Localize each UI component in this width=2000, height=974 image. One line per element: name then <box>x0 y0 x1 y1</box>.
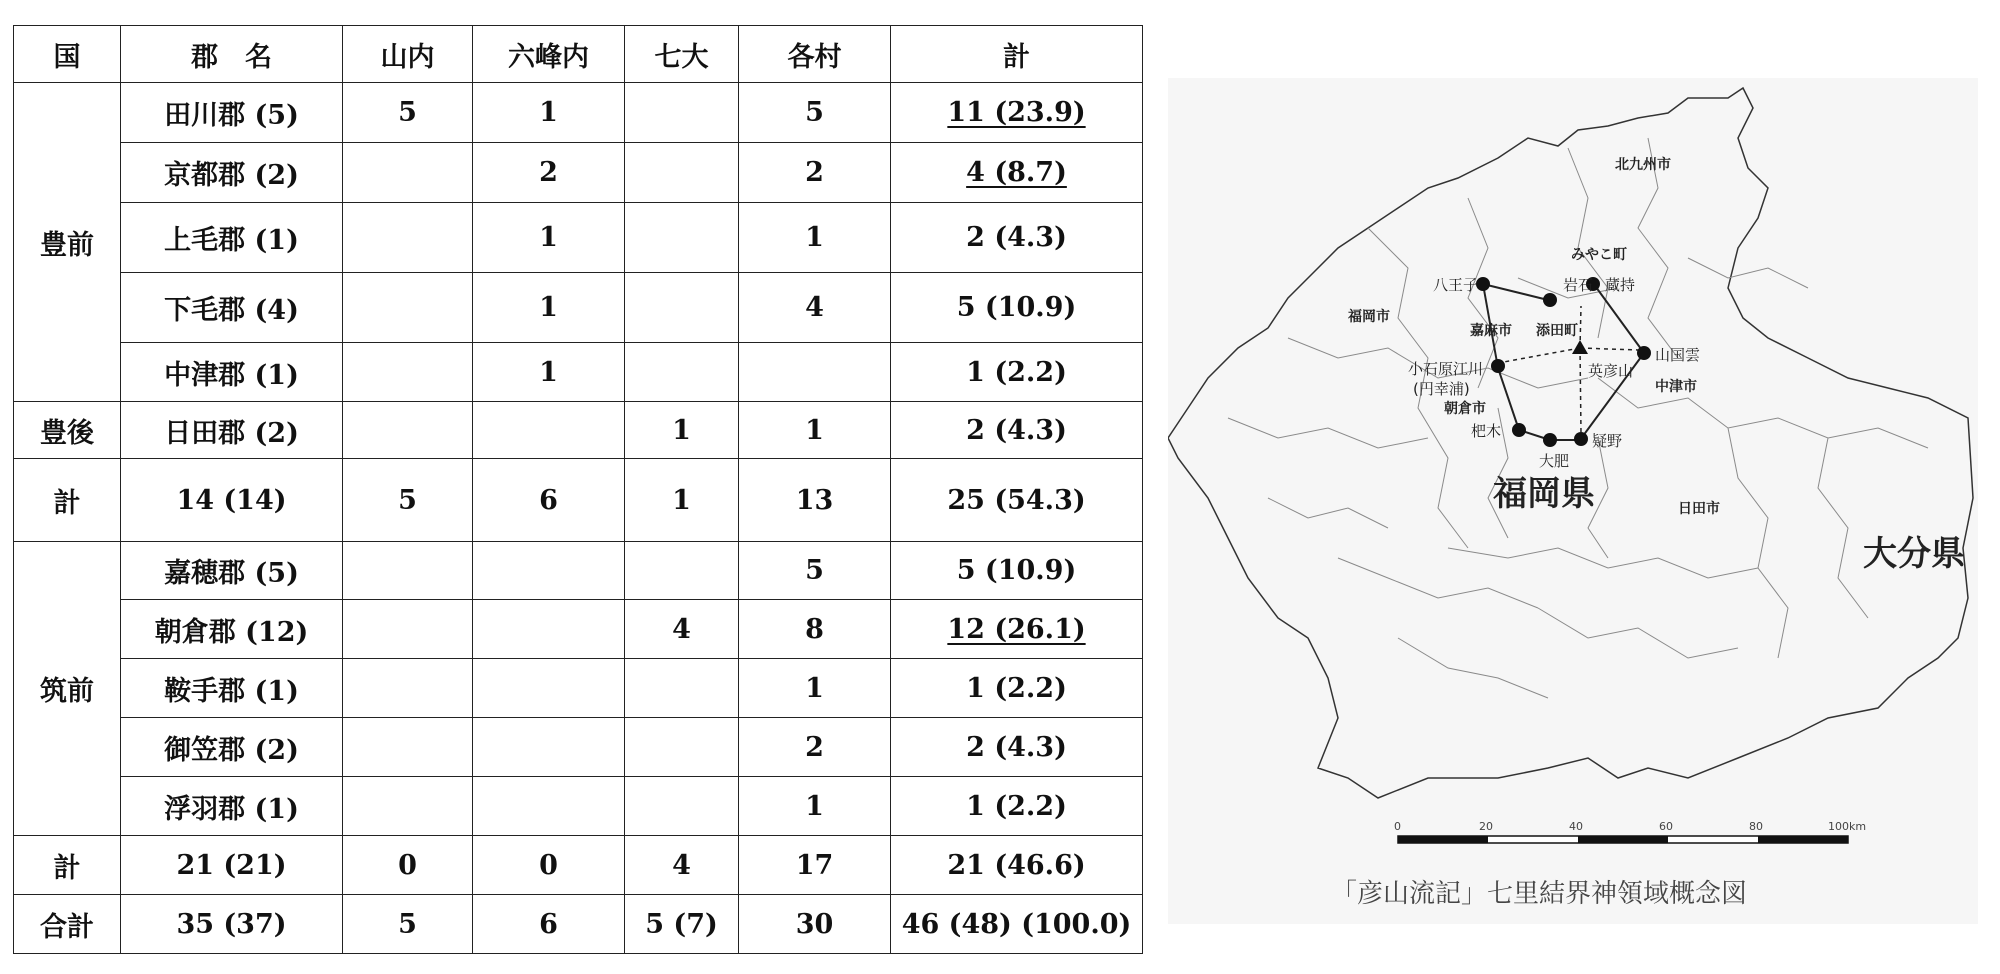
mura-cell: 4 <box>739 273 891 343</box>
kei-cell: 46 (48) (100.0) <box>891 895 1143 954</box>
nana-cell <box>625 542 739 600</box>
dash-hikosan-koishiwara <box>1498 348 1580 363</box>
scale-20: 20 <box>1479 820 1493 833</box>
yama-cell <box>343 143 473 203</box>
kei-cell: 2 (4.3) <box>891 718 1143 777</box>
gun-cell: 浮羽郡 (1) <box>121 777 343 836</box>
gun-cell: 日田郡 (2) <box>121 402 343 459</box>
header-yamauchi: 山内 <box>343 26 473 83</box>
label-hachioji: 八王子 <box>1433 276 1479 294</box>
roku-cell: 6 <box>473 895 625 954</box>
yama-cell <box>343 402 473 459</box>
table-row <box>14 402 1143 459</box>
table-row <box>14 600 1143 659</box>
point-oi <box>1543 433 1557 447</box>
label-nakatsu: 中津市 <box>1655 379 1697 395</box>
mura-cell: 2 <box>739 143 891 203</box>
label-hikosan: 英彦山 <box>1588 362 1634 380</box>
mura-cell: 1 <box>739 777 891 836</box>
nana-cell <box>625 203 739 273</box>
koku-cell: 計 <box>14 459 121 542</box>
kei-cell <box>891 83 1143 143</box>
kei-cell: 1 (2.2) <box>891 777 1143 836</box>
mura-cell: 1 <box>739 402 891 459</box>
yama-cell: 5 <box>343 83 473 143</box>
table-row <box>14 273 1143 343</box>
label-yamakunimo: 山国雲 <box>1655 346 1701 364</box>
gun-cell: 御笠郡 (2) <box>121 718 343 777</box>
roku-cell <box>473 777 625 836</box>
dash-hikosan-zano <box>1580 348 1581 433</box>
kei-cell <box>891 143 1143 203</box>
header-kei: 計 <box>891 26 1143 83</box>
label-hita: 日田市 <box>1678 501 1720 517</box>
gun-cell: 14 (14) <box>121 459 343 542</box>
label-fukuoka-pref: 福岡県 <box>1493 474 1595 514</box>
table-row <box>14 659 1143 718</box>
kei-cell: 1 (2.2) <box>891 343 1143 402</box>
nana-cell: 4 <box>625 836 739 895</box>
label-fukuoka-city: 福岡市 <box>1348 309 1390 325</box>
yama-cell <box>343 542 473 600</box>
line-koishiwara-haki <box>1498 368 1519 430</box>
table-row <box>14 895 1143 954</box>
gun-cell: 35 (37) <box>121 895 343 954</box>
label-iwaishi: 岩石 <box>1563 276 1594 294</box>
nana-cell <box>625 343 739 402</box>
map-caption: 「彦山流記」七里結界神領域概念図 <box>1331 879 1748 909</box>
yama-cell <box>343 659 473 718</box>
yama-cell <box>343 343 473 402</box>
roku-cell <box>473 718 625 777</box>
yama-cell: 5 <box>343 895 473 954</box>
table-row <box>14 83 1143 143</box>
yama-cell: 5 <box>343 459 473 542</box>
label-oi: 大肥 <box>1539 452 1570 470</box>
mura-cell: 13 <box>739 459 891 542</box>
label-koishiwara: 小石原江川 <box>1408 360 1484 378</box>
nana-cell <box>625 718 739 777</box>
gun-cell: 京都郡 (2) <box>121 143 343 203</box>
koku-cell: 合計 <box>14 895 121 954</box>
koku-cell: 豊前 <box>14 83 121 402</box>
point-hachioji <box>1476 277 1490 291</box>
gun-cell: 朝倉郡 (12) <box>121 600 343 659</box>
gun-cell: 上毛郡 (1) <box>121 203 343 273</box>
boundary-concept-map <box>1168 78 1978 924</box>
yama-cell <box>343 777 473 836</box>
kei-cell: 21 (46.6) <box>891 836 1143 895</box>
yama-cell <box>343 273 473 343</box>
mura-cell: 5 <box>739 542 891 600</box>
kei-cell: 5 (10.9) <box>891 273 1143 343</box>
roku-cell <box>473 659 625 718</box>
scale-0: 0 <box>1394 820 1401 833</box>
kei-value: 12 (26.1) <box>947 613 1086 645</box>
table-row <box>14 459 1143 542</box>
gun-cell: 21 (21) <box>121 836 343 895</box>
koku-cell: 計 <box>14 836 121 895</box>
roku-cell <box>473 542 625 600</box>
label-haki: 杷木 <box>1471 422 1502 440</box>
header-shichidai: 七大 <box>625 26 739 83</box>
roku-cell: 1 <box>473 273 625 343</box>
nana-cell: 4 <box>625 600 739 659</box>
mura-cell: 1 <box>739 203 891 273</box>
header-kakumura: 各村 <box>739 26 891 83</box>
point-haki <box>1512 423 1526 437</box>
roku-cell: 1 <box>473 343 625 402</box>
kei-cell: 2 (4.3) <box>891 203 1143 273</box>
koku-cell: 豊後 <box>14 402 121 459</box>
point-zano <box>1574 432 1588 446</box>
koku-cell: 筑前 <box>14 542 121 836</box>
label-oita-pref: 大分県 <box>1863 534 1965 574</box>
nana-cell <box>625 273 739 343</box>
table-row <box>14 203 1143 273</box>
roku-cell: 6 <box>473 459 625 542</box>
kei-value: 11 (23.9) <box>947 97 1086 128</box>
table-row <box>14 143 1143 203</box>
table-row <box>14 718 1143 777</box>
scale-bar <box>1398 836 1848 843</box>
kei-cell: 2 (4.3) <box>891 402 1143 459</box>
label-soeda: 添田町 <box>1536 323 1578 339</box>
mura-cell <box>739 343 891 402</box>
label-asakura: 朝倉市 <box>1444 401 1486 417</box>
table-row <box>14 836 1143 895</box>
roku-cell: 1 <box>473 83 625 143</box>
point-yamakunimo <box>1637 346 1651 360</box>
label-kitakyushu: 北九州市 <box>1615 157 1671 173</box>
roku-cell: 2 <box>473 143 625 203</box>
dash-hikosan-yamakunimo <box>1580 348 1638 350</box>
point-iwaishi <box>1543 293 1557 307</box>
table-header-row <box>14 26 1143 83</box>
mura-cell: 30 <box>739 895 891 954</box>
yama-cell <box>343 203 473 273</box>
mura-cell: 2 <box>739 718 891 777</box>
hikosan-triangle <box>1572 340 1588 354</box>
header-gun: 郡 名 <box>121 26 343 83</box>
table-row <box>14 777 1143 836</box>
nana-cell: 5 (7) <box>625 895 739 954</box>
table-row <box>14 343 1143 402</box>
roku-cell <box>473 600 625 659</box>
scale-60: 60 <box>1659 820 1673 833</box>
kei-cell: 25 (54.3) <box>891 459 1143 542</box>
header-koku: 国 <box>14 26 121 83</box>
kei-cell: 1 (2.2) <box>891 659 1143 718</box>
gun-cell: 田川郡 (5) <box>121 83 343 143</box>
header-roppounai: 六峰内 <box>473 26 625 83</box>
coastline <box>1168 88 1973 798</box>
nana-cell: 1 <box>625 402 739 459</box>
label-miyako: みやこ町 <box>1571 247 1627 263</box>
kei-value: 4 (8.7) <box>966 157 1067 188</box>
gun-cell: 鞍手郡 (1) <box>121 659 343 718</box>
gun-cell: 嘉穂郡 (5) <box>121 542 343 600</box>
nana-cell: 1 <box>625 459 739 542</box>
scale-80: 80 <box>1749 820 1763 833</box>
label-zano: 疑野 <box>1592 432 1623 450</box>
label-kama: 嘉麻市 <box>1470 323 1512 339</box>
scale-100km: 100km <box>1828 820 1867 833</box>
nana-cell <box>625 659 739 718</box>
gun-cell: 中津郡 (1) <box>121 343 343 402</box>
mura-cell: 8 <box>739 600 891 659</box>
kei-cell: 5 (10.9) <box>891 542 1143 600</box>
label-tsuji: 蔵持 <box>1605 276 1636 294</box>
yama-cell <box>343 600 473 659</box>
mura-cell: 1 <box>739 659 891 718</box>
district-table <box>13 25 1143 954</box>
kei-cell <box>891 600 1143 659</box>
point-koishiwara <box>1491 359 1505 373</box>
nana-cell <box>625 83 739 143</box>
roku-cell <box>473 402 625 459</box>
roku-cell: 0 <box>473 836 625 895</box>
nana-cell <box>625 777 739 836</box>
scale-40: 40 <box>1569 820 1583 833</box>
yama-cell <box>343 718 473 777</box>
mura-cell: 5 <box>739 83 891 143</box>
gun-cell: 下毛郡 (4) <box>121 273 343 343</box>
table-row <box>14 542 1143 600</box>
roku-cell: 1 <box>473 203 625 273</box>
label-enkoura: (円幸浦) <box>1413 380 1470 398</box>
mura-cell: 17 <box>739 836 891 895</box>
yama-cell: 0 <box>343 836 473 895</box>
municipal-boundaries <box>1228 138 1928 698</box>
nana-cell <box>625 143 739 203</box>
